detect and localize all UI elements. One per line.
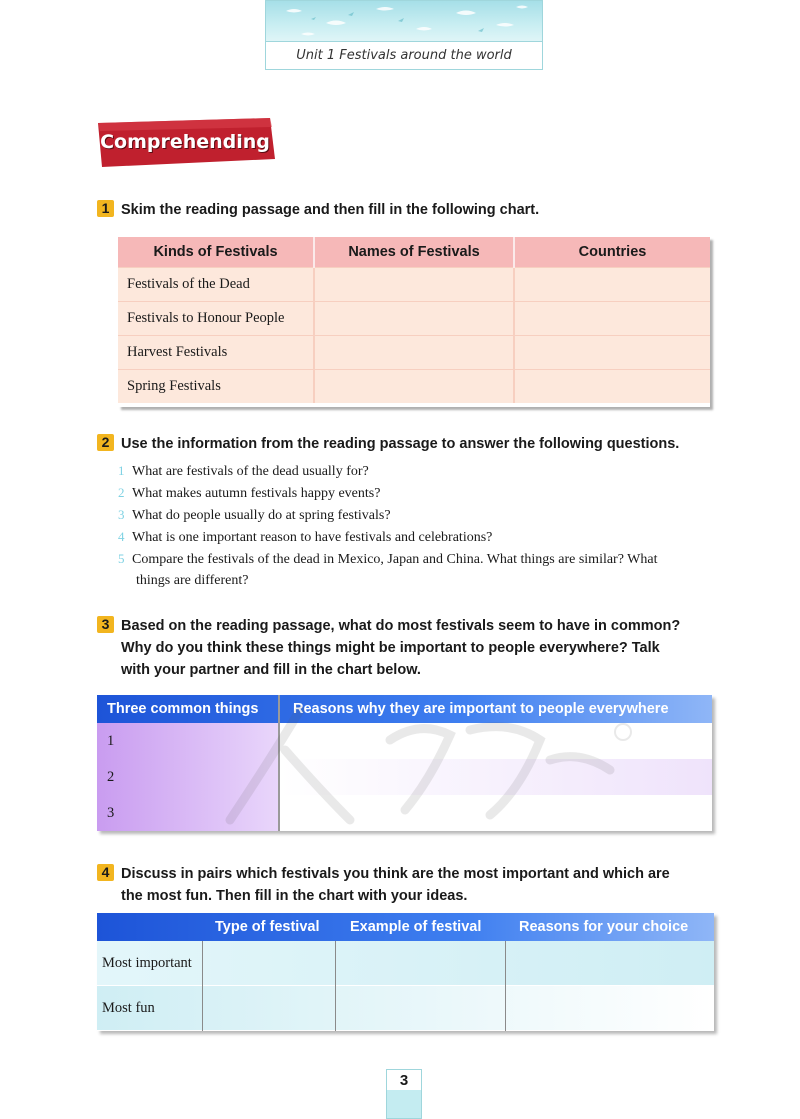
instruction-line: Discuss in pairs which festivals you think are the most important and which are [121,866,670,882]
column-header: Type of festival [215,919,320,935]
instruction-line: Why do you think these things might be important to people everywhere? Talk [121,640,660,656]
question-text: Compare the festivals of the dead in Mexico, Japan and China. What things are similar? What [132,552,658,567]
page-header [265,0,543,70]
table-row [118,302,710,336]
question-continuation: things are different? [136,573,249,588]
exercise-4-instruction [97,863,737,907]
page-number: 3 [399,1072,409,1089]
blank-cell[interactable] [314,268,514,302]
table-row [97,941,714,985]
table-header-row [118,237,710,268]
row-label: Festivals of the Dead [118,268,314,302]
exercise-number-badge: 3 [97,616,114,633]
unit-title: Unit 1 Festivals around the world [265,42,543,70]
question-number: 2 [118,485,125,500]
question-item [118,460,369,483]
question-item [118,482,380,505]
question-number: 5 [118,551,125,566]
column-divider [505,941,506,1031]
blank-cell[interactable] [514,302,710,336]
watermark-brush-strokes [190,700,650,830]
column-header: Example of festival [350,919,482,935]
column-header: Reasons for your choice [519,919,689,935]
row-label: Most important [102,955,192,971]
question-number: 3 [118,507,125,522]
question-text: What is one important reason to have festivals and celebrations? [132,530,493,545]
column-header: Countries [514,237,710,268]
exercise-3-instruction [97,615,737,681]
question-number: 1 [118,463,125,478]
exercise-2-instruction [97,433,757,455]
table-row [118,268,710,302]
column-divider [202,941,203,1031]
blank-cell[interactable] [314,370,514,404]
column-header: Names of Festivals [314,237,514,268]
row-label: 2 [97,759,278,795]
row-label: Most fun [102,1000,155,1016]
blank-cell[interactable] [514,336,710,370]
exercise-1-instruction [97,199,737,221]
column-header: Kinds of Festivals [118,237,314,268]
watermark-logo [190,700,650,830]
column-header: Reasons why they are important to people everywhere [293,701,669,717]
instruction-line: Based on the reading passage, what do most festivals seem to have in common? [121,618,681,634]
blank-cell[interactable] [314,336,514,370]
page-number-box [386,1069,422,1119]
table-row [118,370,710,404]
question-text: What are festivals of the dead usually for? [132,464,369,479]
section-title: Comprehending [100,131,270,153]
festivals-chart-table [118,237,710,407]
row-label: Spring Festivals [118,370,314,404]
question-text: What do people usually do at spring festivals? [132,508,391,523]
question-item [118,526,492,549]
question-item [118,548,658,571]
blank-cell[interactable] [514,268,710,302]
column-header: Three common things [107,701,259,717]
table-row [97,986,714,1030]
blank-cell[interactable] [514,370,710,404]
section-title-badge [92,115,278,169]
question-number: 4 [118,529,125,544]
instruction-text: Skim the reading passage and then fill in the following chart. [121,202,540,218]
exercise-number-badge: 2 [97,434,114,451]
row-label: 1 [97,723,278,759]
header-banner-image [265,0,543,42]
table-header-row [97,913,714,941]
instruction-line: with your partner and fill in the chart below. [121,662,421,678]
question-item [118,504,391,527]
important-festivals-table [97,913,714,1031]
table-row [118,336,710,370]
instruction-text: Use the information from the reading passage to answer the following questions. [121,436,680,452]
question-text: What makes autumn festivals happy events? [132,486,381,501]
row-label: Harvest Festivals [118,336,314,370]
exercise-number-badge: 4 [97,864,114,881]
decorative-banner-pattern [266,1,544,43]
blank-cell[interactable] [314,302,514,336]
exercise-number-badge: 1 [97,200,114,217]
instruction-line: the most fun. Then fill in the chart with your ideas. [121,888,468,904]
row-label: 3 [97,795,278,831]
column-divider [335,941,336,1031]
row-label: Festivals to Honour People [118,302,314,336]
